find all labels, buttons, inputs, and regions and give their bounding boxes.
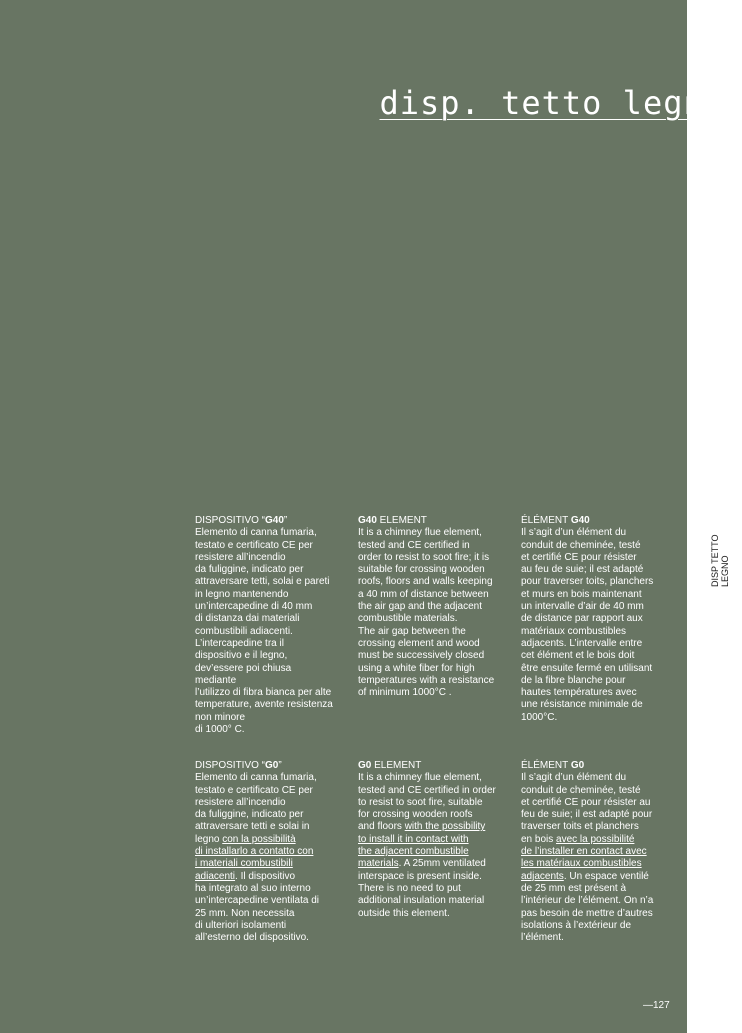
heading-prefix: ÉLÉMENT [521, 515, 571, 526]
body-text: . Il dispositivo ha integrato al suo interno un’intercapedine ventilata di 25 mm. Non necessita di ulteriori isolamenti all’esterno del dispositivo. [195, 870, 319, 944]
underlined-highlight: con la possibilità di installarlo a contatto con i materiali combustibili adiacenti [195, 833, 314, 882]
g40-italian-column [195, 515, 350, 736]
g40-french-column [521, 515, 676, 724]
g0-english-heading [358, 760, 513, 772]
section-label-line-1: DISP TETTO [710, 534, 720, 587]
heading-suffix: ELEMENT [371, 760, 422, 771]
g40-italian-heading [195, 515, 350, 527]
body-text: . Un espace ventilé de 25 mm est présent à l’intérieur de l’élément. On n’a pas besoin de mettre d’autres isolations à l’extérieur de l’élément. [521, 870, 654, 944]
g40-english-body: It is a chimney flue element, tested and CE certified in order to resist to soot fire; it is suitable for crossing wooden roofs, floors and walls keeping a 40 mm of distance between the air gap and the adjacent combustible materials. The air gap between the crossing element and wood must be successively closed using a white fiber for high temperatures with a resistance of minimum 1000°C . [358, 527, 495, 699]
section-label-line-2: LEGNO [720, 555, 730, 587]
g0-english-body [358, 772, 513, 920]
g0-french-heading [521, 760, 676, 772]
g0-english-column [358, 760, 513, 920]
heading-code: G0 [265, 760, 279, 771]
heading-code: G40 [358, 515, 377, 526]
body-text: . A 25mm ventilated interspace is present inside. There is no need to put additional insulation material outside this element. [358, 858, 486, 919]
g0-french-body [521, 772, 676, 944]
g40-french-heading [521, 515, 676, 527]
page-number: —127 [643, 1000, 670, 1011]
heading-suffix: ” [278, 760, 282, 771]
g40-italian-body: Elemento di canna fumaria, testato e certificato CE per resistere all’incendio da fuliggine, indicato per attraversare tetti, solai e pareti in legno mantenendo un’intercapedine di 40 mm di distanza dai materiali combustibili adiacenti. L’intercapedine tra il dispositivo e il legno, dev’essere poi chiusa mediante l’utilizzo di fibra bianca per alte temperature, avente resistenza non minore di 1000° C. [195, 527, 333, 736]
heading-code: G0 [570, 760, 585, 771]
body-text: It is a chimney flue element, tested and CE certified in order to resist to soot fire, suitable for crossing wooden roofs and floors [358, 772, 496, 833]
vertical-section-label [710, 534, 730, 587]
heading-suffix: ELEMENT [376, 515, 427, 526]
body-text: Il s’agit d’un élément du conduit de cheminée, testé et certifié CE pour résister au feu de suie; il est adapté pour traverser toits et planchers en bois [521, 772, 653, 845]
heading-code: G0 [358, 760, 372, 771]
underlined-highlight: with the possibility to install it in contact with the adjacent combustible materials [358, 821, 486, 870]
page-title: disp. tetto legno [379, 84, 724, 122]
g0-french-column [521, 760, 676, 944]
heading-suffix: ” [283, 515, 288, 526]
g0-italian-heading [195, 760, 350, 772]
g0-italian-column [195, 760, 350, 944]
g0-italian-body [195, 772, 350, 944]
body-text: Elemento di canna fumaria, testato e certificato CE per resistere all’incendio da fuliggine, indicato per attraversare tetti e solai in legno [195, 772, 317, 845]
g40-french-body: Il s’agit d’un élément du conduit de cheminée, testé et certifié CE pour résister au feu de suie; il est adapté pour traverser toits, planchers et murs en bois maintenant un intervalle d’air de 40 mm de distance par rapport aux matériaux combustibles adjacents. L’intervalle entre cet élément et le bois doit être ensuite fermé en utilisant de la fibre blanche pour hautes températures avec une résistance minimale de 1000°C. [521, 527, 654, 723]
g40-english-heading [358, 515, 513, 527]
g40-english-column [358, 515, 513, 699]
heading-prefix: DISPOSITIVO “ [195, 515, 266, 526]
heading-code: G40 [265, 515, 284, 526]
heading-prefix: ÉLÉMENT [521, 760, 571, 771]
underlined-highlight: avec la possibilité de l’installer en contact avec les matériaux combustibles adjacents [521, 833, 647, 882]
heading-prefix: DISPOSITIVO “ [195, 760, 266, 771]
heading-code: G40 [570, 515, 590, 526]
